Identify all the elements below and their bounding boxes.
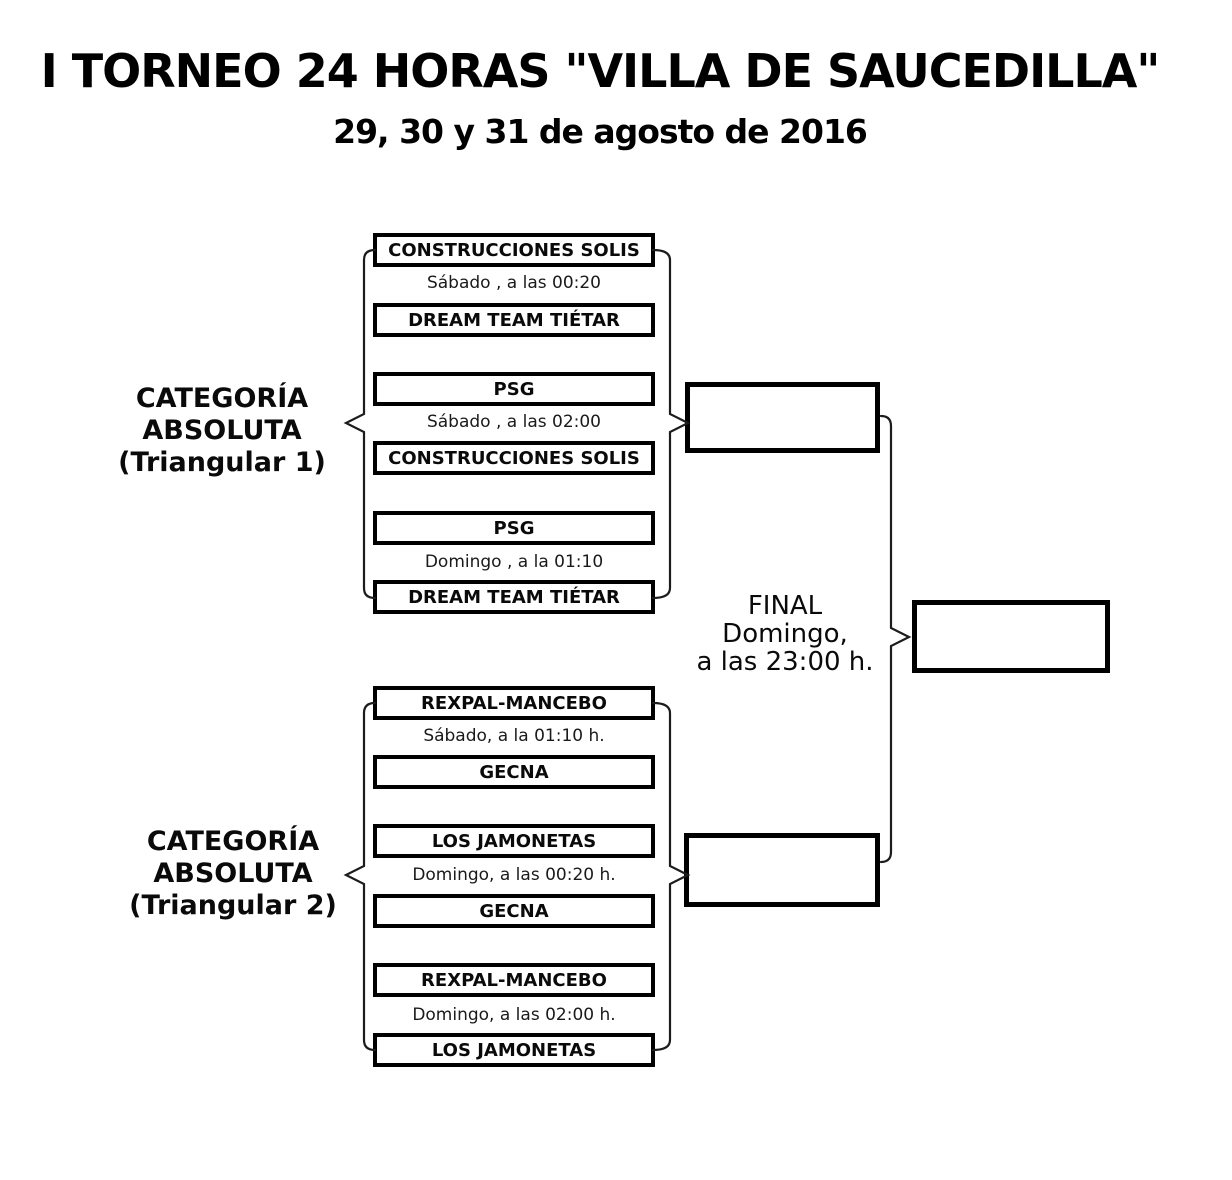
group-1-label <box>72 383 372 479</box>
group-1-label-line-1: CATEGORÍA <box>135 383 309 414</box>
final-label-line-1: FINAL <box>747 591 823 621</box>
match-time-g2-m3: Domingo, a las 02:00 h. <box>412 1005 616 1025</box>
team-box-g2-m1-team1: REXPAL-MANCEBO <box>373 686 655 720</box>
team-box-g1-m2-team1: PSG <box>373 372 655 406</box>
team-box-g1-m1-team1: CONSTRUCCIONES SOLIS <box>373 233 655 267</box>
match-time-g1-m1: Sábado , a las 00:20 <box>426 273 602 293</box>
match-time-g1-m2: Sábado , a las 02:00 <box>426 412 602 432</box>
team-box-g2-m2-team1: LOS JAMONETAS <box>373 824 655 858</box>
match-time-g2-m2: Domingo, a las 00:20 h. <box>412 865 616 885</box>
match-time-g1-m3: Domingo , a la 01:10 <box>424 552 604 572</box>
team-box-g2-m3-team1: REXPAL-MANCEBO <box>373 963 655 997</box>
final-winner-box <box>912 600 1110 673</box>
match-time-g2-m1: Sábado, a la 01:10 h. <box>423 726 605 746</box>
team-box-g1-m2-team2: CONSTRUCCIONES SOLIS <box>373 441 655 475</box>
team-box-g2-m3-team2: LOS JAMONETAS <box>373 1033 655 1067</box>
team-box-g1-m3-team2: DREAM TEAM TIÉTAR <box>373 580 655 614</box>
group-2-label <box>83 826 383 922</box>
team-box-g2-m2-team2: GECNA <box>373 894 655 928</box>
semifinal-1-winner-box <box>685 382 880 453</box>
page-title: I TORNEO 24 HORAS "VILLA DE SAUCEDILLA" <box>40 44 1160 98</box>
team-box-g1-m1-team2: DREAM TEAM TIÉTAR <box>373 303 655 337</box>
semifinal-2-winner-box <box>684 833 880 907</box>
group-2-label-line-3: (Triangular 2) <box>129 890 337 921</box>
final-label-line-3: a las 23:00 h. <box>696 647 874 677</box>
team-box-g2-m1-team2: GECNA <box>373 755 655 789</box>
team-box-g1-m3-team1: PSG <box>373 511 655 545</box>
final-label-line-2: Domingo, <box>722 619 848 649</box>
group-1-label-line-3: (Triangular 1) <box>118 447 326 478</box>
page-subtitle: 29, 30 y 31 de agosto de 2016 <box>333 112 867 151</box>
group-2-label-line-2: ABSOLUTA <box>153 858 313 889</box>
final-label <box>670 592 900 676</box>
group-2-label-line-1: CATEGORÍA <box>146 826 320 857</box>
group-1-label-line-2: ABSOLUTA <box>142 415 302 446</box>
